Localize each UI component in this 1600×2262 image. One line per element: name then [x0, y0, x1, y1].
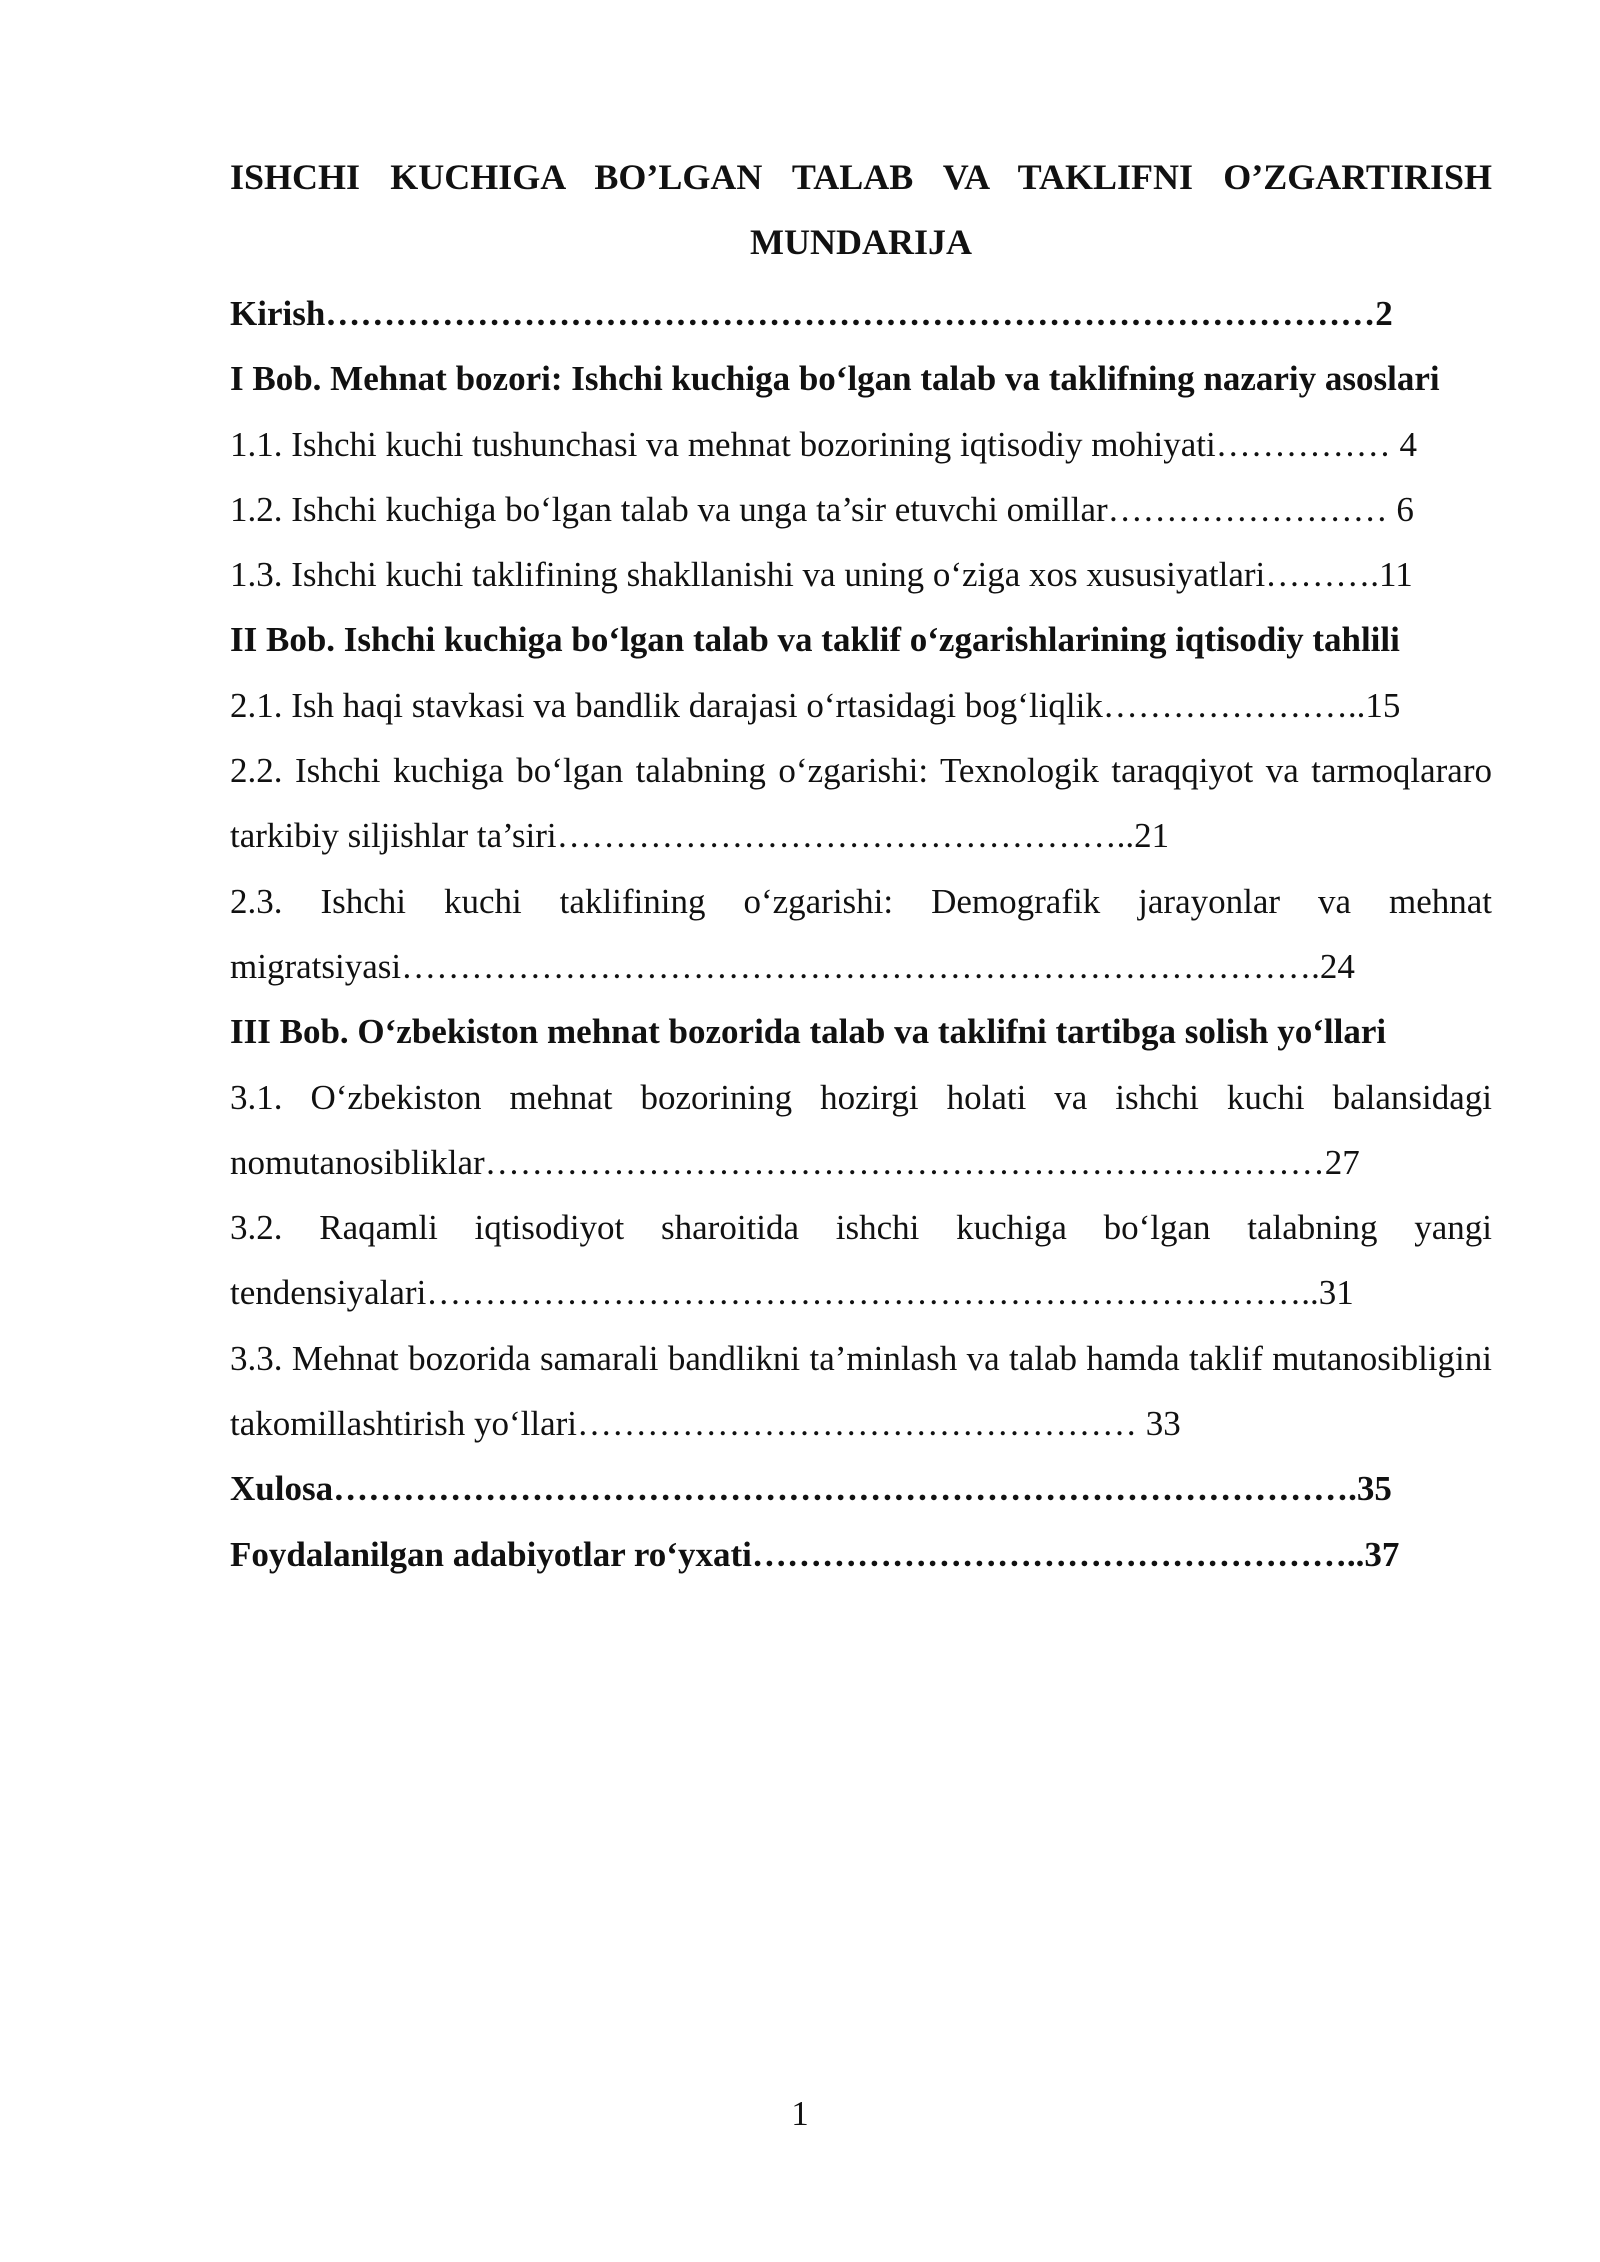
- table-of-contents: [230, 281, 1492, 1587]
- document-title: ISHCHI KUCHIGA BO’LGAN TALAB VA TAKLIFNI O’ZGARTIRISH: [230, 157, 1492, 197]
- toc-section-1-2: 1.2. Ishchi kuchiga bo‘lgan talab va unga ta’sir etuvchi omillar…………………… 6: [230, 489, 1414, 529]
- toc-section-3-2: 3.2. Raqamli iqtisodiyot sharoitida ishchi kuchiga bo‘lgan talabning yangi tendensiyalari…………………………………………………………………..31: [230, 1208, 1492, 1313]
- toc-chapter-2: II Bob. Ishchi kuchiga bo‘lgan talab va taklif o‘zgarishlarining iqtisodiy tahlili: [230, 620, 1400, 660]
- toc-section-3-1: 3.1. O‘zbekiston mehnat bozorining hozirgi holati va ishchi kuchi balansidagi nomutanosibliklar………………………………………………………………27: [230, 1077, 1492, 1182]
- toc-section-2-1: 2.1. Ish haqi stavkasi va bandlik darajasi o‘rtasidagi bog‘liqlik…………………..15: [230, 685, 1401, 725]
- contents-heading: MUNDARIJA: [750, 222, 972, 262]
- page-number: 1: [791, 2094, 809, 2133]
- toc-entry-introduction: Kirish………………………………………………………………………………2: [230, 294, 1393, 333]
- toc-section-2-3: 2.3. Ishchi kuchi taklifining o‘zgarishi: Demografik jarayonlar va mehnat migratsiyasi…………………………………………………………………….24: [230, 881, 1492, 986]
- toc-section-1-1: 1.1. Ishchi kuchi tushunchasi va mehnat bozorining iqtisodiy mohiyati…………… 4: [230, 424, 1417, 464]
- toc-chapter-1: I Bob. Mehnat bozori: Ishchi kuchiga bo‘lgan talab va taklifning nazariy asoslari: [230, 359, 1440, 399]
- toc-chapter-3: III Bob. O‘zbekiston mehnat bozorida talab va taklifni tartibga solish yo‘llari: [230, 1012, 1387, 1052]
- toc-section-3-3: 3.3. Mehnat bozorida samarali bandlikni ta’minlash va talab hamda taklif mutanosibligini takomillashtirish yo‘llari………………………………………… 33: [230, 1338, 1492, 1444]
- toc-entry-conclusion: Xulosa…………………………………………………………………………….35: [230, 1469, 1392, 1509]
- toc-entry-references: Foydalanilgan adabiyotlar ro‘yxati……………………………………………..37: [230, 1534, 1400, 1574]
- toc-section-2-2: 2.2. Ishchi kuchiga bo‘lgan talabning o‘zgarishi: Texnologik taraqqiyot va tarmoqlararo tarkibiy siljishlar ta’siri…………………………………………..21: [230, 751, 1492, 856]
- toc-section-1-3: 1.3. Ishchi kuchi taklifining shakllanishi va uning o‘ziga xos xususiyatlari……….11: [230, 555, 1413, 595]
